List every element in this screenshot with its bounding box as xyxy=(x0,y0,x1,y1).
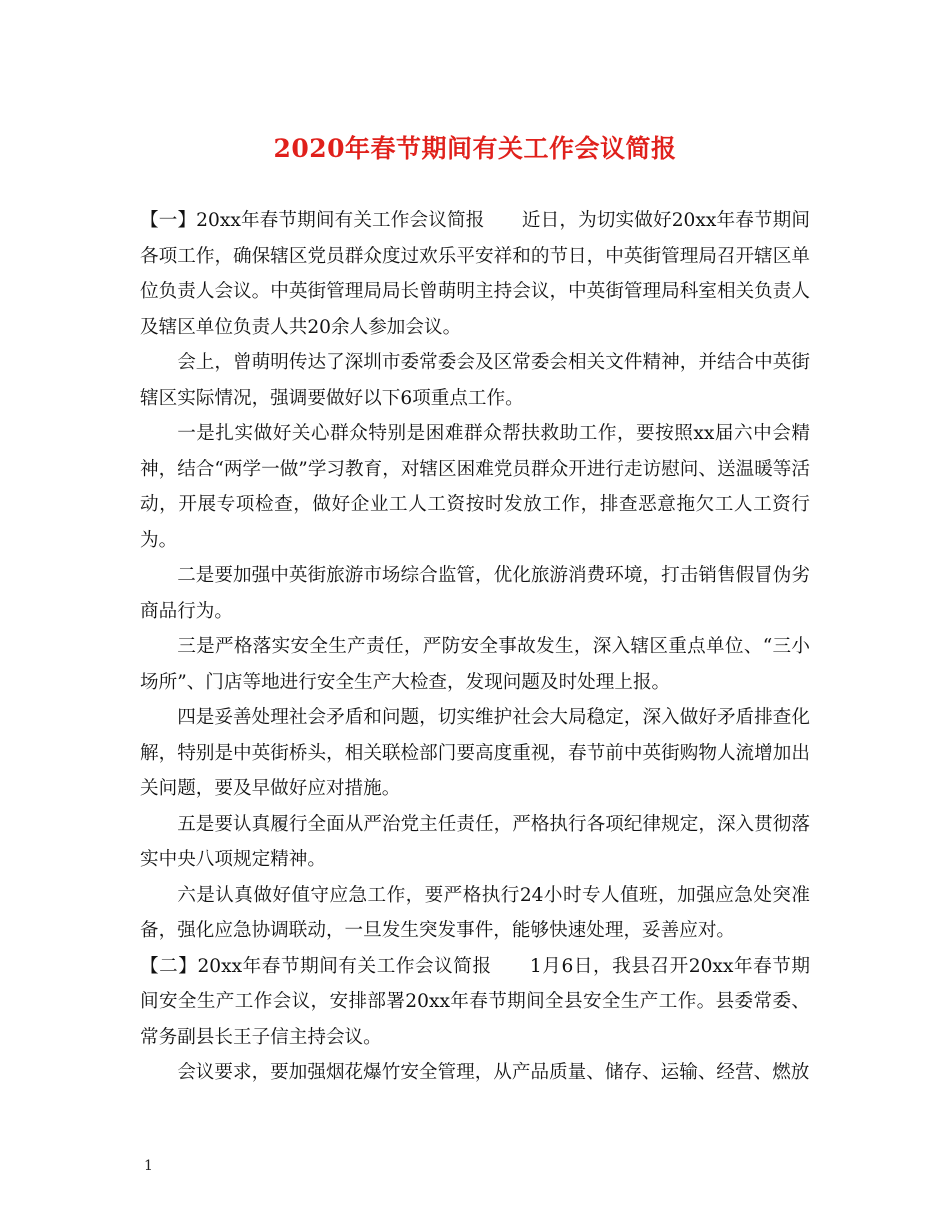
paragraph-meeting-summary: 会上，曾萌明传达了深圳市委常委会及区常委会相关文件精神，并结合中英街辖区实际情况，强调要做好以下6项重点工作。 xyxy=(140,352,810,409)
document-body xyxy=(140,203,810,1091)
paragraph-meeting-requirements: 会议要求，要加强烟花爆竹安全管理，从产品质量、储存、运输、经营、燃放 xyxy=(177,1062,810,1083)
paragraph-task-three: 三是严格落实安全生产责任，严防安全事故发生，深入辖区重点单位、“三小场所”、门店等地进行安全生产大检查，发现问题及时处理上报。 xyxy=(140,636,810,693)
paragraph-task-one: 一是扎实做好关心群众特别是困难群众帮扶救助工作，要按照xx届六中会精神，结合“两学一做”学习教育，对辖区困难党员群众开进行走访慰问、送温暖等活动，开展专项检查，做好企业工人工资按时发放工作，排查恶意拖欠工人工资行为。 xyxy=(140,423,810,551)
paragraph-section-one-intro: 【一】20xx年春节期间有关工作会议简报 近日，为切实做好20xx年春节期间各项工作，确保辖区党员群众度过欢乐平安祥和的节日，中英街管理局召开辖区单位负责人会议。中英街管理局局长曾萌明主持会议，中英街管理局科室相关负责人及辖区单位负责人共20余人参加会议。 xyxy=(140,210,810,338)
page-number: 1 xyxy=(144,1158,153,1174)
paragraph-task-six: 六是认真做好值守应急工作，要严格执行24小时专人值班，加强应急处突准备，强化应急协调联动，一旦发生突发事件，能够快速处理，妥善应对。 xyxy=(140,884,810,941)
paragraph-task-two: 二是要加强中英街旅游市场综合监管，优化旅游消费环境，打击销售假冒伪劣商品行为。 xyxy=(140,565,810,622)
document-title: 2020年春节期间有关工作会议简报 xyxy=(273,134,677,163)
paragraph-task-four: 四是妥善处理社会矛盾和问题，切实维护社会大局稳定，深入做好矛盾排查化解，特别是中英街桥头，相关联检部门要高度重视，春节前中英街购物人流增加出关问题，要及早做好应对措施。 xyxy=(140,707,810,799)
paragraph-section-two-intro: 【二】20xx年春节期间有关工作会议简报 1月6日，我县召开20xx年春节期间安全生产工作会议，安排部署20xx年春节期间全县安全生产工作。县委常委、常务副县长王子信主持会议。 xyxy=(140,955,810,1048)
paragraph-task-five: 五是要认真履行全面从严治党主任责任，严格执行各项纪律规定，深入贯彻落实中央八项规定精神。 xyxy=(140,813,810,870)
